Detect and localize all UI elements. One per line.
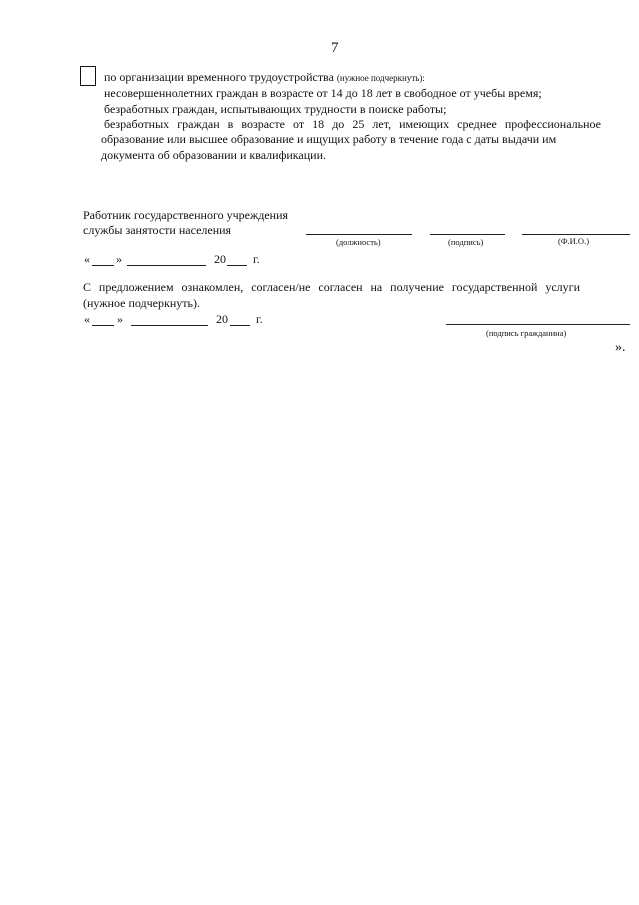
full-name-caption: (Ф.И.О.): [558, 236, 590, 246]
position-line[interactable]: [306, 234, 412, 235]
citizen-date-year-line[interactable]: [230, 325, 250, 326]
employee-date-month-line[interactable]: [127, 265, 206, 266]
employee-title-line1: Работник государственного учреждения: [83, 208, 289, 222]
citizen-date-year-prefix: 20: [216, 312, 228, 326]
option-minors: несовершеннолетних граждан в возрасте от 14 до 18 лет в свободное от учебы время;: [104, 86, 542, 100]
employee-date-year-line[interactable]: [227, 265, 247, 266]
option-unemployed-difficulties: безработных граждан, испытывающих трудности в поиске работы;: [104, 102, 447, 116]
employee-title-line2: службы занятости населения: [83, 223, 232, 237]
citizen-acknowledgement-line2: (нужное подчеркнуть).: [83, 296, 200, 310]
citizen-date-month-line[interactable]: [131, 325, 208, 326]
option-young-graduates-line3: документа об образовании и квалификации.: [101, 148, 327, 162]
employee-date-day-line[interactable]: [92, 265, 114, 266]
citizen-signature-line[interactable]: [446, 324, 630, 325]
citizen-date-day-line[interactable]: [92, 325, 114, 326]
citizen-date-close-quote: »: [117, 312, 123, 326]
position-caption: (должность): [336, 237, 381, 247]
citizen-acknowledgement-line1: С предложением ознакомлен, согласен/не согласен на получение государственной услуги: [83, 280, 580, 294]
employment-intro-text: по организации временного трудоустройства: [104, 70, 334, 84]
page-number: 7: [331, 40, 339, 56]
closing-quote-mark: ».: [615, 340, 626, 355]
employee-date-year-suffix: г.: [253, 252, 260, 266]
option-young-graduates-line1: безработных граждан в возрасте от 18 до 25 лет, имеющих среднее профессиональное: [104, 117, 601, 131]
citizen-signature-caption: (подпись гражданина): [486, 328, 567, 338]
employee-date-open-quote: «: [84, 252, 90, 266]
option-checkbox[interactable]: [80, 66, 96, 86]
signature-caption: (подпись): [448, 237, 484, 247]
citizen-date-year-suffix: г.: [256, 312, 263, 326]
signature-line[interactable]: [430, 234, 505, 235]
employee-date-close-quote: »: [116, 252, 122, 266]
option-young-graduates-line2: образование или высшее образование и ищущих работу в течение года с даты выдачи им: [101, 132, 557, 146]
full-name-line[interactable]: [522, 234, 630, 235]
employment-intro-note: (нужное подчеркнуть):: [336, 73, 425, 83]
citizen-date-open-quote: «: [84, 312, 90, 326]
employee-date-year-prefix: 20: [214, 252, 226, 266]
employment-intro: [104, 70, 425, 85]
